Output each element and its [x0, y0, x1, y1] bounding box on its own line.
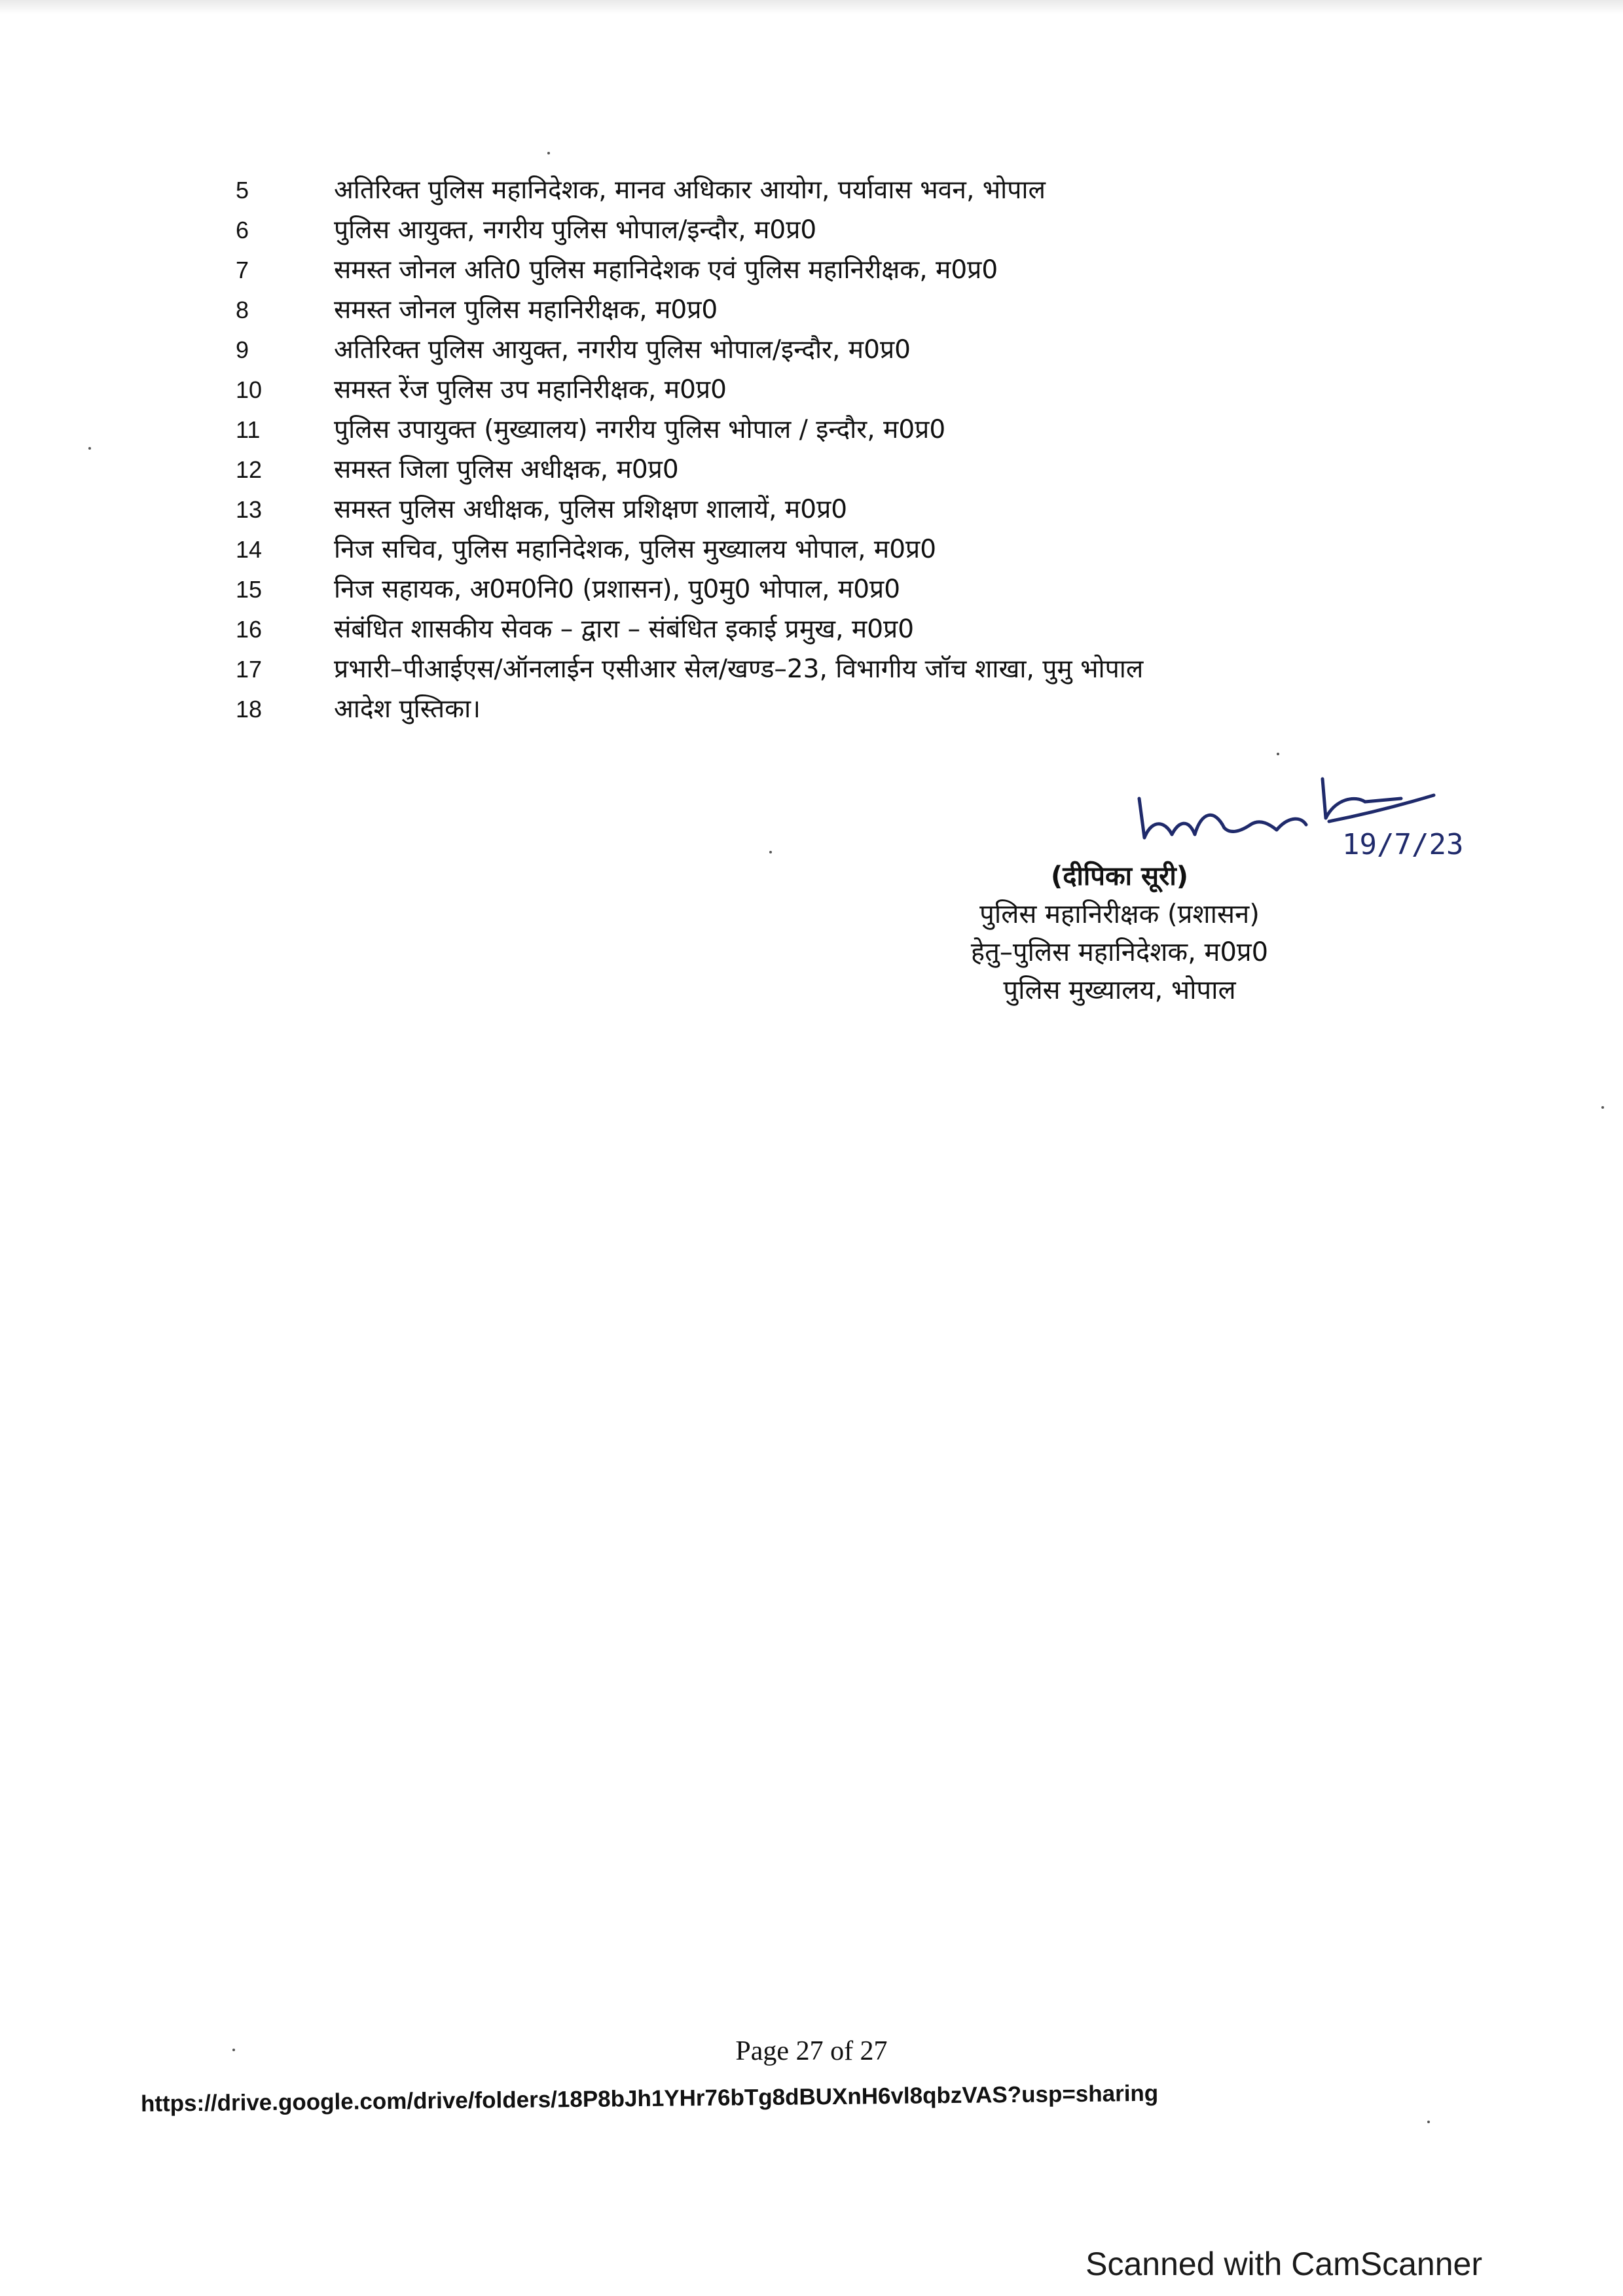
scan-speck: [547, 152, 550, 154]
scan-speck: [1277, 753, 1279, 755]
list-item: [236, 370, 1480, 410]
list-item: [236, 649, 1480, 689]
item-number: 7: [236, 257, 249, 283]
scan-speck: [1427, 2121, 1430, 2123]
signature-date: 19/7/23: [1342, 828, 1464, 861]
signatory-name: (दीपिका सूरी): [1050, 861, 1188, 891]
item-text: अतिरिक्त पुलिस आयुक्त, नगरीय पुलिस भोपाल/इन्दौर, म0प्र0: [334, 335, 911, 365]
item-number: 14: [236, 536, 263, 563]
signatory-on-behalf: हेतु–पुलिस महानिदेशक, म0प्र0: [970, 937, 1269, 967]
item-text: अतिरिक्त पुलिस महानिदेशक, मानव अधिकार आयोग, पर्यावास भवन, भोपाल: [334, 175, 1046, 205]
item-number: 5: [236, 177, 249, 204]
item-text: समस्त जिला पुलिस अधीक्षक, म0प्र0: [334, 455, 679, 484]
camscanner-watermark: Scanned with CamScanner: [1085, 2246, 1482, 2282]
item-text: संबंधित शासकीय सेवक – द्वारा – संबंधित इकाई प्रमुख, म0प्र0: [334, 615, 915, 644]
signatory-office: पुलिस मुख्यालय, भोपाल: [1003, 975, 1236, 1005]
list-item: [236, 210, 1480, 250]
list-item: [236, 689, 1480, 729]
list-item: [236, 569, 1480, 609]
item-text: समस्त रेंज पुलिस उप महानिरीक्षक, म0प्र0: [334, 375, 727, 404]
scan-speck: [769, 851, 772, 853]
list-item: [236, 290, 1480, 330]
item-number: 10: [236, 376, 263, 403]
item-number: 17: [236, 656, 263, 683]
scan-speck: [88, 447, 91, 450]
item-number: 16: [236, 616, 263, 643]
item-text: आदेश पुस्तिका।: [334, 694, 481, 724]
list-item: [236, 330, 1480, 370]
list-item: [236, 170, 1480, 210]
list-item: [236, 490, 1480, 529]
list-item: [236, 450, 1480, 490]
item-text: पुलिस उपायुक्त (मुख्यालय) नगरीय पुलिस भोपाल / इन्दौर, म0प्र0: [334, 415, 946, 444]
item-text: निज सहायक, अ0म0नि0 (प्रशासन), पु0मु0 भोपाल, म0प्र0: [334, 575, 901, 604]
item-number: 9: [236, 336, 249, 363]
item-number: 18: [236, 696, 263, 723]
item-text: समस्त जोनल अति0 पुलिस महानिदेशक एवं पुलिस महानिरीक्षक, म0प्र0: [334, 255, 998, 285]
page-number: Page 27 of 27: [735, 2036, 888, 2066]
item-text: पुलिस आयुक्त, नगरीय पुलिस भोपाल/इन्दौर, म0प्र0: [334, 215, 817, 245]
scan-speck: [232, 2049, 235, 2051]
distribution-list: [236, 170, 1480, 729]
item-number: 8: [236, 296, 249, 323]
drive-link[interactable]: https://drive.google.com/drive/folders/18P8bJh1YHr76bTg8dBUXnH6vl8qbzVAS?usp=sharing: [140, 2080, 1159, 2117]
item-number: 13: [236, 496, 263, 523]
signature-block: [917, 857, 1322, 1009]
handwritten-signature: [1126, 772, 1467, 870]
item-number: 11: [236, 416, 261, 443]
item-number: 12: [236, 456, 263, 483]
item-text: प्रभारी–पीआईएस/ऑनलाईन एसीआर सेल/खण्ड–23, विभागीय जॉच शाखा, पुमु भोपाल: [334, 655, 1144, 684]
item-text: समस्त पुलिस अधीक्षक, पुलिस प्रशिक्षण शालायें, म0प्र0: [334, 495, 848, 524]
item-number: 15: [236, 576, 263, 603]
signatory-designation: पुलिस महानिरीक्षक (प्रशासन): [979, 899, 1260, 929]
scan-edge-shadow: [0, 0, 1623, 14]
item-number: 6: [236, 217, 249, 243]
item-text: निज सचिव, पुलिस महानिदेशक, पुलिस मुख्यालय भोपाल, म0प्र0: [334, 535, 937, 564]
list-item: [236, 529, 1480, 569]
item-text: समस्त जोनल पुलिस महानिरीक्षक, म0प्र0: [334, 295, 718, 325]
list-item: [236, 410, 1480, 450]
scan-speck: [1601, 1106, 1604, 1109]
list-item: [236, 609, 1480, 649]
list-item: [236, 250, 1480, 290]
